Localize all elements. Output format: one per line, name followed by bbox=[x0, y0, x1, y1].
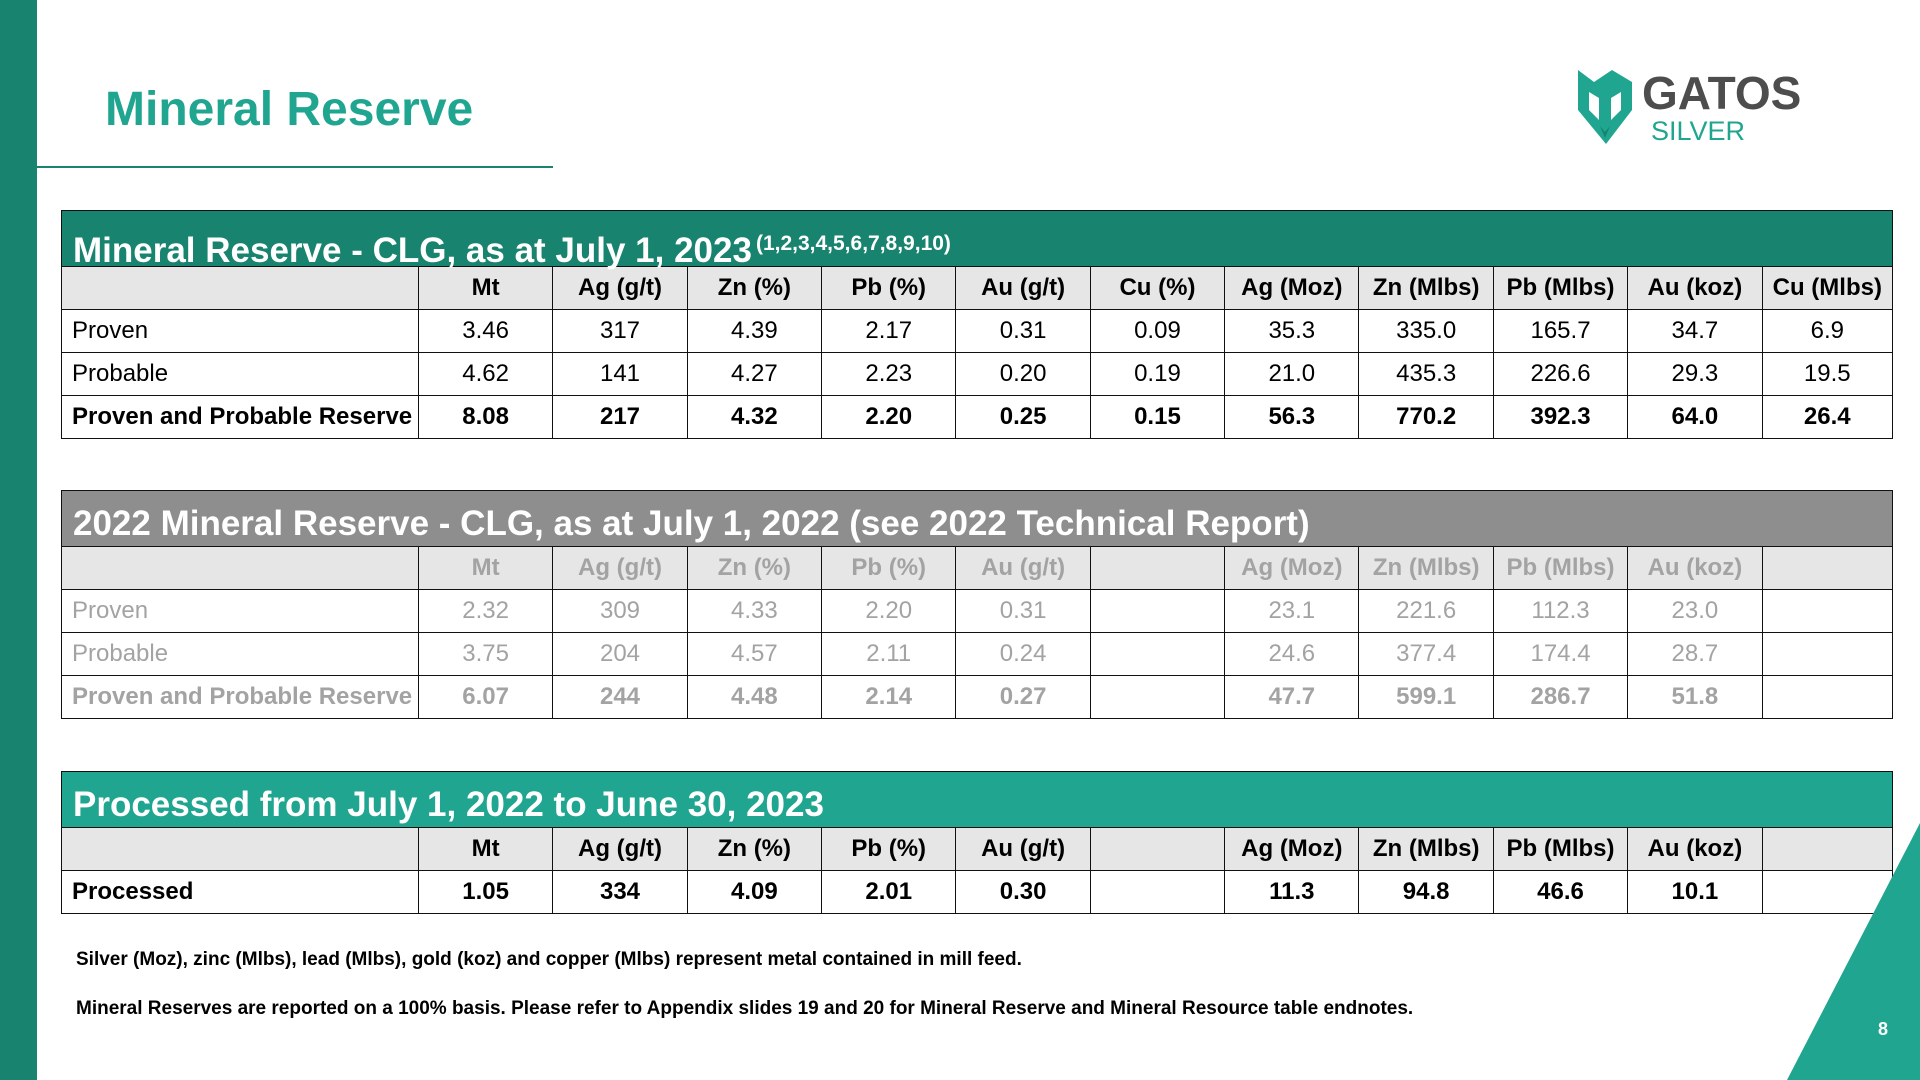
column-header: Ag (g/t) bbox=[553, 267, 687, 310]
table-cell: 286.7 bbox=[1493, 676, 1627, 719]
column-header bbox=[1090, 828, 1224, 871]
table-title: 2022 Mineral Reserve - CLG, as at July 1, 2022 (see 2022 Technical Report) bbox=[61, 490, 1893, 546]
table-cell bbox=[1762, 633, 1892, 676]
row-label: Proven bbox=[62, 590, 419, 633]
table-cell bbox=[1762, 676, 1892, 719]
column-header: Au (koz) bbox=[1628, 547, 1762, 590]
column-header: Pb (%) bbox=[822, 828, 956, 871]
left-accent-bar bbox=[0, 0, 37, 1080]
table-cell: 0.20 bbox=[956, 353, 1090, 396]
page-number: 8 bbox=[1877, 1019, 1888, 1039]
table-cell: 0.15 bbox=[1090, 396, 1224, 439]
header-row bbox=[62, 547, 1893, 590]
table-cell: 64.0 bbox=[1628, 396, 1762, 439]
table-cell: 599.1 bbox=[1359, 676, 1493, 719]
table-cell: 3.75 bbox=[418, 633, 552, 676]
table-cell: 3.46 bbox=[418, 310, 552, 353]
table-cell: 377.4 bbox=[1359, 633, 1493, 676]
table-cell: 56.3 bbox=[1225, 396, 1359, 439]
column-header: Pb (Mlbs) bbox=[1493, 828, 1627, 871]
table-cell: 244 bbox=[553, 676, 687, 719]
table-cell: 392.3 bbox=[1493, 396, 1627, 439]
table-cell: 204 bbox=[553, 633, 687, 676]
row-label: Probable bbox=[62, 633, 419, 676]
table-cell: 435.3 bbox=[1359, 353, 1493, 396]
table-cell: 6.07 bbox=[418, 676, 552, 719]
table-cell: 2.17 bbox=[822, 310, 956, 353]
logo-subtitle: SILVER bbox=[1651, 116, 1746, 146]
table-cell: 2.32 bbox=[418, 590, 552, 633]
table-cell: 0.27 bbox=[956, 676, 1090, 719]
row-label: Processed bbox=[62, 871, 419, 914]
column-header: Ag (g/t) bbox=[553, 828, 687, 871]
column-header bbox=[1762, 828, 1892, 871]
column-header: Cu (Mlbs) bbox=[1762, 267, 1892, 310]
table-cell: 34.7 bbox=[1628, 310, 1762, 353]
row-label: Proven and Probable Reserve bbox=[62, 396, 419, 439]
table-cell: 4.62 bbox=[418, 353, 552, 396]
table-cell: 46.6 bbox=[1493, 871, 1627, 914]
table-cell: 4.48 bbox=[687, 676, 821, 719]
row-label: Proven and Probable Reserve bbox=[62, 676, 419, 719]
table-cell: 4.57 bbox=[687, 633, 821, 676]
table-cell bbox=[1762, 871, 1892, 914]
header-row bbox=[62, 267, 1893, 310]
column-header: Pb (%) bbox=[822, 267, 956, 310]
table-cell: 28.7 bbox=[1628, 633, 1762, 676]
table-cell: 2.23 bbox=[822, 353, 956, 396]
table-cell: 221.6 bbox=[1359, 590, 1493, 633]
table-cell: 19.5 bbox=[1762, 353, 1892, 396]
table-cell: 94.8 bbox=[1359, 871, 1493, 914]
table-cell: 0.25 bbox=[956, 396, 1090, 439]
table-cell: 335.0 bbox=[1359, 310, 1493, 353]
table-cell: 2.20 bbox=[822, 396, 956, 439]
header-row bbox=[62, 828, 1893, 871]
table-cell: 47.7 bbox=[1225, 676, 1359, 719]
table-cell: 317 bbox=[553, 310, 687, 353]
column-header: Au (g/t) bbox=[956, 547, 1090, 590]
table-cell: 23.1 bbox=[1225, 590, 1359, 633]
table-cell: 23.0 bbox=[1628, 590, 1762, 633]
table-row bbox=[62, 310, 1893, 353]
column-header: Zn (Mlbs) bbox=[1359, 547, 1493, 590]
column-header: Cu (%) bbox=[1090, 267, 1224, 310]
table-cell: 10.1 bbox=[1628, 871, 1762, 914]
column-header: Ag (Moz) bbox=[1225, 828, 1359, 871]
table-cell: 0.19 bbox=[1090, 353, 1224, 396]
slide-title: Mineral Reserve bbox=[105, 83, 474, 136]
table-cell: 6.9 bbox=[1762, 310, 1892, 353]
table-cell: 35.3 bbox=[1225, 310, 1359, 353]
table-title-text: Mineral Reserve - CLG, as at July 1, 2023 bbox=[73, 231, 752, 270]
table-cell: 309 bbox=[553, 590, 687, 633]
table-cell: 11.3 bbox=[1225, 871, 1359, 914]
table-cell: 4.33 bbox=[687, 590, 821, 633]
table-cell: 1.05 bbox=[418, 871, 552, 914]
column-header: Au (g/t) bbox=[956, 267, 1090, 310]
table-cell bbox=[1090, 590, 1224, 633]
column-header: Au (g/t) bbox=[956, 828, 1090, 871]
table-cell: 165.7 bbox=[1493, 310, 1627, 353]
table-cell: 0.31 bbox=[956, 310, 1090, 353]
table-cell: 0.24 bbox=[956, 633, 1090, 676]
column-header: Mt bbox=[418, 547, 552, 590]
table-cell: 4.09 bbox=[687, 871, 821, 914]
column-header: Zn (Mlbs) bbox=[1359, 828, 1493, 871]
footnote: Silver (Moz), zinc (Mlbs), lead (Mlbs), gold (koz) and copper (Mlbs) represent metal contained in mill feed. bbox=[76, 949, 1022, 970]
column-header: Mt bbox=[418, 267, 552, 310]
table-cell: 2.14 bbox=[822, 676, 956, 719]
table-cell: 0.09 bbox=[1090, 310, 1224, 353]
column-header bbox=[1090, 547, 1224, 590]
table-cell: 226.6 bbox=[1493, 353, 1627, 396]
table-row bbox=[62, 633, 1893, 676]
endnote-refs: (1,2,3,4,5,6,7,8,9,10) bbox=[755, 232, 951, 255]
table-cell: 4.32 bbox=[687, 396, 821, 439]
row-label: Probable bbox=[62, 353, 419, 396]
table-cell: 2.20 bbox=[822, 590, 956, 633]
table-cell: 174.4 bbox=[1493, 633, 1627, 676]
column-header bbox=[62, 547, 419, 590]
column-header: Pb (Mlbs) bbox=[1493, 547, 1627, 590]
table-cell: 26.4 bbox=[1762, 396, 1892, 439]
table-cell: 112.3 bbox=[1493, 590, 1627, 633]
table-cell: 141 bbox=[553, 353, 687, 396]
table-cell: 4.27 bbox=[687, 353, 821, 396]
company-logo bbox=[1576, 64, 1832, 146]
column-header: Pb (Mlbs) bbox=[1493, 267, 1627, 310]
table-cell: 29.3 bbox=[1628, 353, 1762, 396]
table-cell: 334 bbox=[553, 871, 687, 914]
column-header: Pb (%) bbox=[822, 547, 956, 590]
cat-head-logo-icon bbox=[1578, 70, 1632, 144]
table-cell: 2.01 bbox=[822, 871, 956, 914]
table-cell bbox=[1762, 590, 1892, 633]
table-cell bbox=[1090, 633, 1224, 676]
table-cell bbox=[1090, 676, 1224, 719]
table-cell: 24.6 bbox=[1225, 633, 1359, 676]
table-title: Processed from July 1, 2022 to June 30, 2023 bbox=[61, 771, 1893, 827]
table-cell: 8.08 bbox=[418, 396, 552, 439]
column-header: Zn (%) bbox=[687, 828, 821, 871]
table-row bbox=[62, 353, 1893, 396]
column-header: Mt bbox=[418, 828, 552, 871]
column-header bbox=[62, 828, 419, 871]
row-label: Proven bbox=[62, 310, 419, 353]
footnote: Mineral Reserves are reported on a 100% basis. Please refer to Appendix slides 19 and 20 for Mineral Reserve and Mineral Resource table endnotes. bbox=[76, 998, 1414, 1019]
table-cell: 51.8 bbox=[1628, 676, 1762, 719]
column-header: Au (koz) bbox=[1628, 267, 1762, 310]
table-row bbox=[62, 590, 1893, 633]
table-cell bbox=[1090, 871, 1224, 914]
table-title bbox=[61, 210, 1893, 270]
column-header bbox=[62, 267, 419, 310]
title-underline bbox=[37, 166, 553, 168]
table-total-row bbox=[62, 676, 1893, 719]
column-header: Zn (%) bbox=[687, 267, 821, 310]
table-cell: 0.31 bbox=[956, 590, 1090, 633]
table-total-row bbox=[62, 396, 1893, 439]
table-cell: 21.0 bbox=[1225, 353, 1359, 396]
column-header: Ag (g/t) bbox=[553, 547, 687, 590]
table-row bbox=[62, 871, 1893, 914]
logo-wordmark: GATOS bbox=[1642, 67, 1802, 119]
column-header: Zn (%) bbox=[687, 547, 821, 590]
column-header: Ag (Moz) bbox=[1225, 547, 1359, 590]
mineral-reserve-2022-table bbox=[61, 490, 1893, 719]
column-header: Au (koz) bbox=[1628, 828, 1762, 871]
table-cell: 217 bbox=[553, 396, 687, 439]
table-cell: 0.30 bbox=[956, 871, 1090, 914]
mineral-reserve-2023-table bbox=[61, 210, 1893, 439]
table-cell: 770.2 bbox=[1359, 396, 1493, 439]
column-header: Zn (Mlbs) bbox=[1359, 267, 1493, 310]
processed-table bbox=[61, 771, 1893, 914]
table-cell: 2.11 bbox=[822, 633, 956, 676]
table-cell: 4.39 bbox=[687, 310, 821, 353]
column-header: Ag (Moz) bbox=[1225, 267, 1359, 310]
column-header bbox=[1762, 547, 1892, 590]
